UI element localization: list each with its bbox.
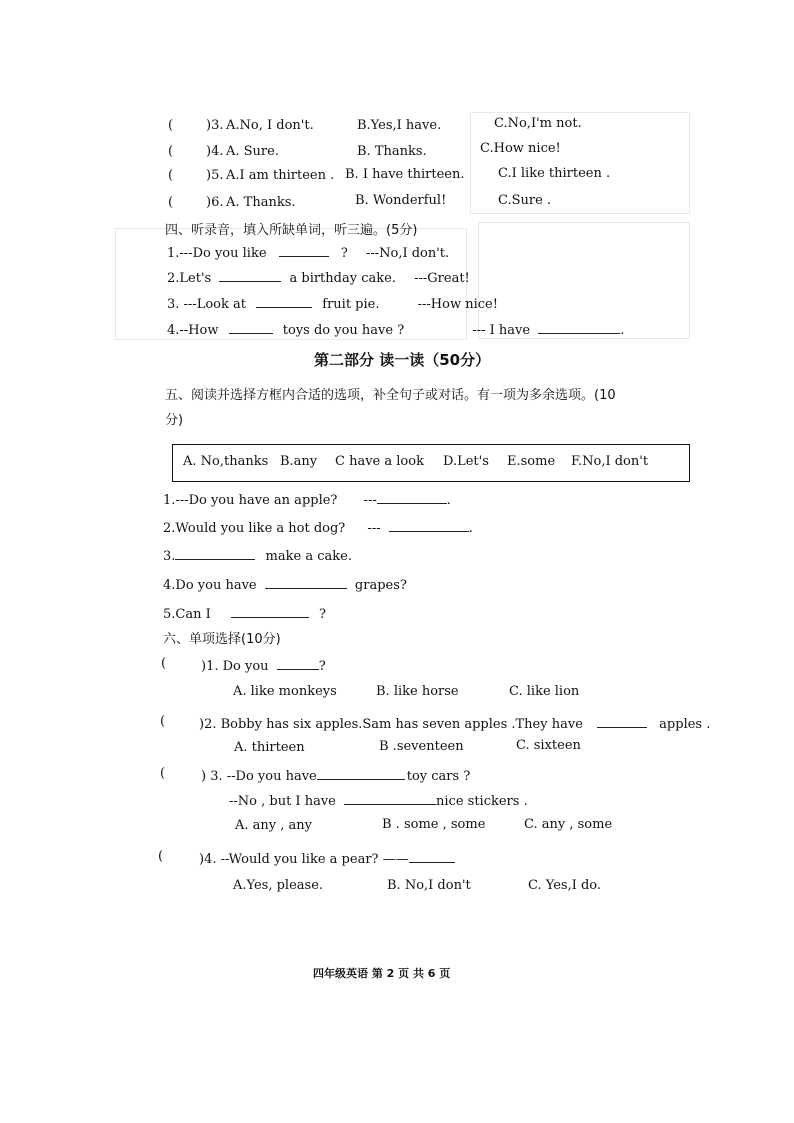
- option-c: C. any , some: [524, 817, 613, 832]
- section6-question-2: [199, 714, 710, 732]
- fill-blank[interactable]: [409, 849, 455, 863]
- option-a: A. Sure.: [226, 144, 279, 159]
- section4-title: 四、听录音，填入所缺单词，听三遍。(5分): [165, 223, 418, 238]
- option-box: [172, 444, 690, 482]
- option-c: C. like lion: [509, 684, 580, 699]
- answer-bracket[interactable]: (: [168, 168, 174, 183]
- fill-blank[interactable]: [344, 791, 436, 805]
- option-a: A. any , any: [235, 818, 312, 833]
- option-b: B . some , some: [382, 817, 486, 832]
- section6-question-1: [201, 656, 326, 674]
- section6-question-3-line2: [229, 791, 528, 809]
- option-b: B .seventeen: [379, 739, 464, 754]
- question-stem: )4. --Would you like a pear? ——: [199, 852, 409, 867]
- question-stem: )2. Bobby has six apples.Sam has seven apples .They have: [199, 717, 583, 732]
- question-end: ?: [318, 659, 326, 674]
- item-response: ---No,I don't.: [365, 246, 450, 261]
- question-stem: )1. Do you: [201, 659, 269, 674]
- fill-blank[interactable]: [229, 320, 273, 334]
- option-a: A. like monkeys: [233, 684, 337, 699]
- section5-title-line1: 五、阅读并选择方框内合适的选项，补全句子或对话。有一项为多余选项。(10: [165, 388, 616, 403]
- section4-item-3: [167, 294, 498, 312]
- item-prompt: 4.--How: [167, 323, 219, 338]
- answer-bracket[interactable]: (: [168, 144, 174, 159]
- option-c: C.How nice!: [480, 141, 561, 156]
- section5-item-2: [163, 518, 473, 536]
- question-stem: ) 3. --Do you have: [201, 769, 317, 784]
- fill-blank[interactable]: [277, 656, 319, 670]
- fill-blank[interactable]: [279, 243, 329, 257]
- question-number: )4.: [206, 144, 224, 159]
- item-dash: ---: [367, 521, 381, 536]
- option-a: A. thirteen: [234, 740, 305, 755]
- item-prompt: 5.Can I: [163, 607, 211, 622]
- question-number: )3.: [206, 118, 224, 133]
- item-prompt-end: ?: [340, 246, 348, 261]
- section6-title: 六、单项选择(10分): [163, 632, 281, 647]
- fill-blank[interactable]: [219, 268, 281, 282]
- section5-item-4: [163, 575, 407, 593]
- item-prompt: 4.Do you have: [163, 578, 257, 593]
- item-prompt: 1.---Do you have an apple?: [163, 493, 338, 508]
- question-end: apples .: [659, 717, 711, 732]
- section5-item-5: [163, 604, 326, 622]
- item-response: ---Great!: [414, 271, 470, 286]
- item-prompt-end: a birthday cake.: [289, 271, 396, 286]
- section4-item-1: [167, 243, 449, 261]
- section5-title-line2: 分): [165, 413, 184, 428]
- section6-question-3: [201, 766, 470, 784]
- question-stem: --No , but I have: [229, 794, 336, 809]
- item-response: --- I have: [472, 323, 531, 338]
- question-number: )5.: [206, 168, 224, 183]
- option-b: B. like horse: [376, 684, 459, 699]
- option-d: D.Let's: [443, 454, 489, 469]
- page-footer: 四年级英语 第 2 页 共 6 页: [313, 967, 451, 980]
- fill-blank[interactable]: [265, 575, 347, 589]
- item-end: .: [620, 323, 625, 338]
- answer-bracket[interactable]: (: [168, 195, 174, 210]
- item-prompt-end: fruit pie.: [322, 297, 380, 312]
- question-end: toy cars ?: [406, 769, 471, 784]
- question-number: )6.: [206, 195, 224, 210]
- option-f: F.No,I don't: [571, 454, 649, 469]
- option-b: B. No,I don't: [387, 878, 471, 893]
- fill-blank[interactable]: [377, 490, 447, 504]
- option-b: B. Wonderful!: [355, 193, 447, 208]
- item-end: .: [468, 521, 473, 536]
- option-c: C. sixteen: [516, 738, 581, 753]
- option-a: A.I am thirteen .: [226, 168, 335, 183]
- fill-blank[interactable]: [256, 294, 312, 308]
- fill-blank[interactable]: [389, 518, 469, 532]
- option-b: B.any: [280, 454, 318, 469]
- option-b: B. I have thirteen.: [345, 167, 465, 182]
- item-prompt: 1.---Do you like: [167, 246, 267, 261]
- item-prompt: 3.: [163, 549, 176, 564]
- option-e: E.some: [507, 454, 556, 469]
- item-end: grapes?: [354, 578, 407, 593]
- section6-question-4: [199, 849, 455, 867]
- option-c: C.Sure .: [498, 193, 552, 208]
- answer-bracket[interactable]: (: [161, 656, 167, 671]
- item-prompt-end: toys do you have ?: [282, 323, 405, 338]
- option-b: B. Thanks.: [357, 144, 427, 159]
- section5-item-1: [163, 490, 451, 508]
- section4-item-2: [167, 268, 470, 286]
- item-response: ---How nice!: [417, 297, 498, 312]
- option-b: B.Yes,I have.: [357, 118, 442, 133]
- question-end: nice stickers .: [436, 794, 528, 809]
- item-prompt: 2.Let's: [167, 271, 212, 286]
- fill-blank[interactable]: [538, 320, 620, 334]
- item-end: .: [446, 493, 451, 508]
- fill-blank[interactable]: [231, 604, 309, 618]
- item-prompt: 3. ---Look at: [167, 297, 246, 312]
- item-dash: ---: [363, 493, 377, 508]
- item-end: make a cake.: [265, 549, 352, 564]
- option-c: C. Yes,I do.: [528, 878, 602, 893]
- option-c: C.No,I'm not.: [494, 116, 582, 131]
- item-end: ?: [319, 607, 327, 622]
- part2-title: 第二部分 读一读（50分）: [314, 351, 491, 369]
- item-prompt: 2.Would you like a hot dog?: [163, 521, 346, 536]
- option-a: A. No,thanks: [183, 454, 269, 469]
- option-a: A. Thanks.: [226, 195, 296, 210]
- option-c: C have a look: [335, 454, 424, 469]
- option-c: C.I like thirteen .: [498, 166, 611, 181]
- section5-item-3: [163, 546, 352, 564]
- fill-blank[interactable]: [317, 766, 405, 780]
- fill-blank[interactable]: [175, 546, 255, 560]
- option-a: A.Yes, please.: [233, 878, 324, 893]
- answer-bracket[interactable]: (: [158, 849, 164, 864]
- section4-item-4: [167, 320, 624, 338]
- answer-bracket[interactable]: (: [160, 766, 166, 781]
- answer-bracket[interactable]: (: [168, 118, 174, 133]
- option-a: A.No, I don't.: [226, 118, 314, 133]
- fill-blank[interactable]: [597, 714, 647, 728]
- answer-bracket[interactable]: (: [160, 714, 166, 729]
